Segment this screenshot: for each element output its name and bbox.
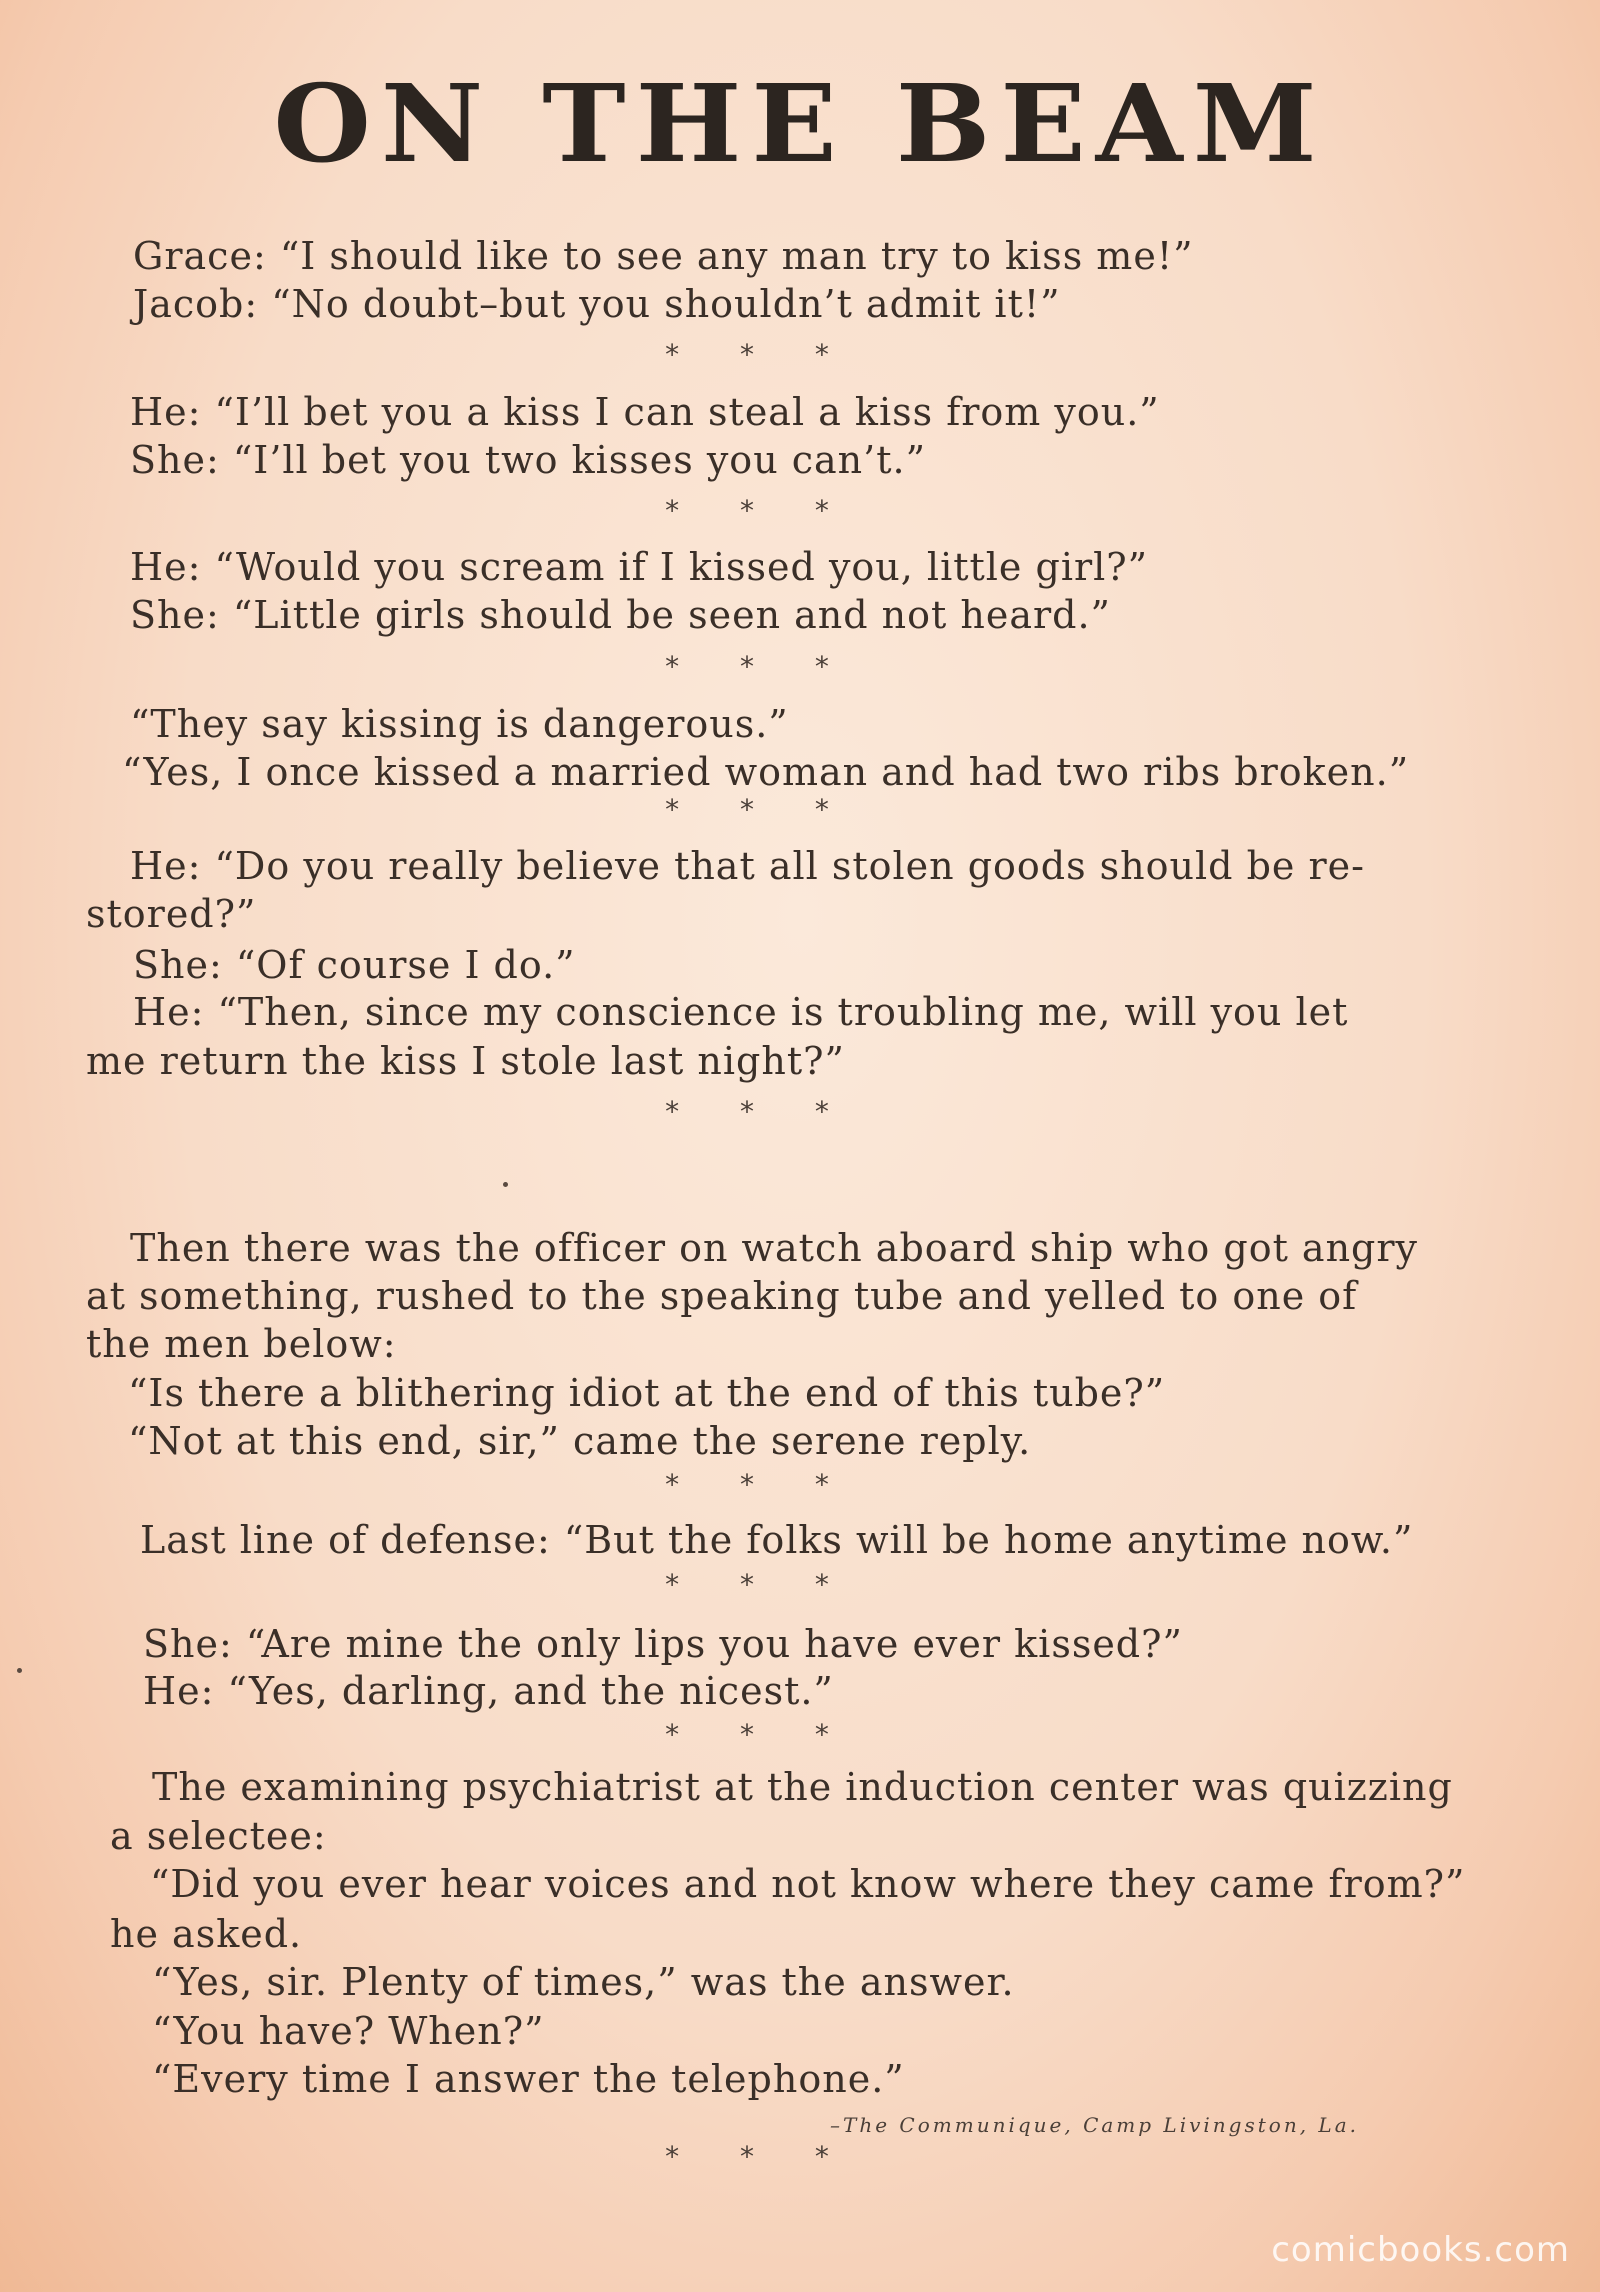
text-line: He: “I’ll bet you a kiss I can steal a kiss from you.” (130, 390, 1160, 434)
text-line: a selectee: (110, 1814, 327, 1858)
watermark: comicbooks.com (1271, 2230, 1570, 2270)
print-speck (17, 1668, 22, 1673)
text-line: He: “Would you scream if I kissed you, little girl?” (130, 545, 1149, 589)
text-line: She: “Are mine the only lips you have ever kissed?” (143, 1622, 1183, 1666)
text-line: “Did you ever hear voices and not know where they came from?” (150, 1862, 1466, 1906)
text-line: Grace: “I should like to see any man try to kiss me!” (133, 234, 1194, 278)
text-line: “Every time I answer the telephone.” (152, 2057, 905, 2101)
text-line: “Not at this end, sir,” came the serene reply. (128, 1419, 1032, 1463)
separator: * * * (665, 1468, 855, 1501)
text-line: “They say kissing is dangerous.” (130, 702, 789, 746)
print-speck (503, 1182, 508, 1187)
text-line: “Yes, I once kissed a married woman and had two ribs broken.” (122, 750, 1410, 794)
separator: * * * (665, 1095, 855, 1128)
text-line: He: “Yes, darling, and the nicest.” (143, 1669, 834, 1713)
text-line: He: “Do you really believe that all stolen goods should be re- (130, 844, 1365, 888)
separator: * * * (665, 494, 855, 527)
separator: * * * (665, 1568, 855, 1601)
text-line: Last line of defense: “But the folks will be home anytime now.” (140, 1518, 1414, 1562)
text-line: She: “I’ll bet you two kisses you can’t.” (130, 438, 927, 482)
text-line: he asked. (110, 1912, 303, 1956)
text-line: He: “Then, since my conscience is troubling me, will you let (133, 990, 1349, 1034)
text-line: “Yes, sir. Plenty of times,” was the answer. (152, 1960, 1015, 2004)
separator: * * * (665, 2140, 855, 2173)
page-title: ON THE BEAM (273, 62, 1327, 187)
separator: * * * (665, 793, 855, 826)
text-line: at something, rushed to the speaking tube and yelled to one of (86, 1274, 1358, 1318)
text-line: She: “Of course I do.” (133, 943, 576, 987)
text-line: The examining psychiatrist at the induction center was quizzing (152, 1765, 1453, 1809)
text-line: She: “Little girls should be seen and not heard.” (130, 593, 1111, 637)
text-line: the men below: (86, 1322, 397, 1366)
text-line: Jacob: “No doubt–but you shouldn’t admit it!” (133, 282, 1061, 326)
text-line: “Is there a blithering idiot at the end of this tube?” (128, 1371, 1166, 1415)
text-line: Then there was the officer on watch aboard ship who got angry (130, 1226, 1419, 1270)
attribution: –The Communique, Camp Livingston, La. (830, 2113, 1359, 2137)
separator: * * * (665, 1718, 855, 1751)
text-line: me return the kiss I stole last night?” (86, 1039, 845, 1083)
separator: * * * (665, 338, 855, 371)
text-line: “You have? When?” (152, 2009, 545, 2053)
separator: * * * (665, 650, 855, 683)
text-line: stored?” (86, 892, 257, 936)
